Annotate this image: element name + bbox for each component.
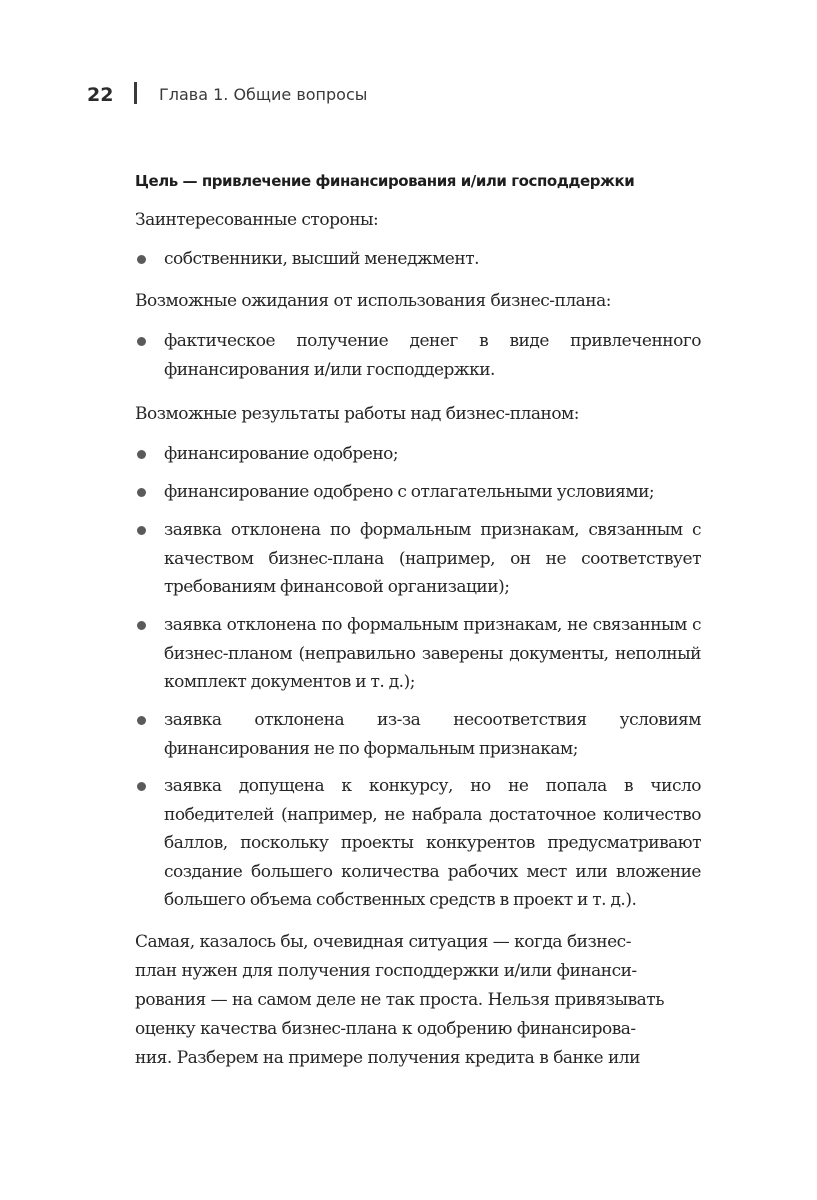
bullet-icon	[137, 716, 146, 725]
bullet-icon	[137, 450, 146, 459]
paragraph-line: план нужен для получения господдержки и/или финанси-	[135, 961, 637, 981]
list-item	[135, 772, 701, 915]
list-item-text: заявка отклонена из-за несоответствия условиям финансирования не по формальным признакам;	[164, 710, 701, 759]
list-item-text: заявка отклонена по формальным признакам, связанным с качеством бизнес-плана (например, он не соответствует требованиям финансовой организации);	[164, 520, 701, 597]
page-number: 22	[87, 84, 114, 106]
list-item-text: финансирование одобрено;	[164, 444, 399, 464]
chapter-title: Глава 1. Общие вопросы	[159, 85, 368, 104]
list-item	[135, 516, 701, 602]
bullet-icon	[137, 526, 146, 535]
expectations-label: Возможные ожидания от использования бизнес-плана:	[135, 291, 611, 311]
list-item-text: заявка допущена к конкурсу, но не попала в число победителей (например, не набрала достаточное количество баллов, поскольку проекты конкурентов предусматривают создание большего количества рабочих мест или вложение большего объема собственных средств в проект и т. д.).	[164, 776, 701, 910]
list-item	[135, 440, 701, 469]
bullet-icon	[137, 782, 146, 791]
list-item-text: фактическое получение денег в виде привлеченного финансирования и/или господдержки.	[164, 331, 701, 380]
list-item-text: собственники, высший менеджмент.	[164, 249, 479, 269]
bullet-icon	[137, 337, 146, 346]
paragraph-line: ния. Разберем на примере получения кредита в банке или	[135, 1048, 640, 1068]
bullet-icon	[137, 621, 146, 630]
paragraph-line: Самая, казалось бы, очевидная ситуация — когда бизнес-	[135, 932, 631, 952]
list-item-text: финансирование одобрено с отлагательными условиями;	[164, 482, 655, 502]
bullet-icon	[137, 488, 146, 497]
header-divider	[134, 82, 137, 104]
stakeholders-label: Заинтересованные стороны:	[135, 210, 379, 230]
closing-paragraph	[135, 928, 701, 1073]
list-item	[135, 245, 701, 274]
list-item	[135, 706, 701, 763]
results-label: Возможные результаты работы над бизнес-планом:	[135, 404, 580, 424]
list-item	[135, 611, 701, 697]
section-heading: Цель — привлечение финансирования и/или господдержки	[135, 172, 635, 190]
list-item	[135, 327, 701, 384]
list-item	[135, 478, 701, 507]
list-item-text: заявка отклонена по формальным признакам, не связанным с бизнес-планом (неправильно заверены документы, неполный комплект документов и т. д.);	[164, 615, 701, 692]
bullet-icon	[137, 255, 146, 264]
paragraph-line: рования — на самом деле не так проста. Нельзя привязывать	[135, 990, 664, 1010]
paragraph-line: оценку качества бизнес-плана к одобрению финансирова-	[135, 1019, 636, 1039]
